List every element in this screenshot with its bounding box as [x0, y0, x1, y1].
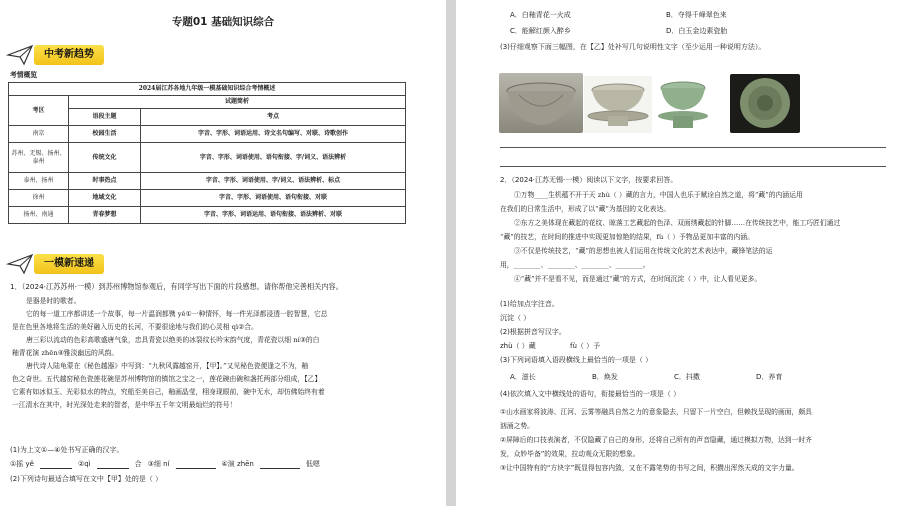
- option-b[interactable]: B．焕发: [592, 373, 618, 381]
- passage-line: 在我们的日常生活中，形成了以“藏”为基因的文化表达。: [500, 205, 671, 213]
- table-cell-points: 字音、字形、词语运用、诗文名句编写、对联、诗歌创作: [141, 126, 406, 143]
- q1-passage: [12, 297, 432, 414]
- table-row: [9, 190, 406, 207]
- table-cell-region: 泰州、扬州: [9, 173, 69, 190]
- answer-blank[interactable]: [97, 461, 129, 469]
- answer-line[interactable]: [500, 166, 886, 167]
- page-gap: [446, 0, 456, 506]
- table-row: [9, 143, 406, 173]
- table-row: [9, 126, 406, 143]
- passage-line: 是器是时的歌者。: [26, 297, 81, 305]
- passage-line: 釉青花演 zhēn④雅淡幽远的风韵。: [12, 349, 119, 357]
- table-cell-topic: 地域文化: [69, 190, 141, 207]
- passage-line: 是在色里各地将生活的美好融入历史的长河，不要很途地与我们的心灵相 qì②合。: [12, 323, 258, 331]
- option-c[interactable]: C．抖擞: [674, 373, 700, 381]
- answer-blank[interactable]: [40, 461, 72, 469]
- passage-line: ①万物____生机蕴不开于天 zhù（ ）藏的言力，中国人也乐于赋诠自然之道，将“藏”的内涵运用: [514, 191, 803, 199]
- q2-pinyin-1[interactable]: 沉淀（ ）: [500, 314, 531, 322]
- q1-sub3: (3)仔细观察下面三幅图，在【乙】处补写几句说明性文字（至少运用一种说明方法）。: [500, 43, 766, 51]
- bowl-image-3: [656, 76, 710, 133]
- fill-label: ②qì: [77, 460, 91, 468]
- passage-line: “藏”的技艺，在时间的推进中实现更加惊艳的结果，fù（ ）予物品更加丰富的内涵。: [500, 233, 754, 241]
- option-a[interactable]: A．白釉青花一火成: [510, 11, 571, 19]
- table-head-points: 考点: [141, 109, 406, 126]
- fill-tail: 低嗯: [305, 460, 320, 468]
- q2-sub4-passage: [500, 405, 892, 475]
- fill-label: ①摇 yě: [10, 460, 34, 468]
- passage-line: 它素有如冰似玉、光彩似水的特点，究船至美自己，釉画晶莹，栩身现眼前，碗中无水，却仿佛始终有着: [12, 388, 325, 396]
- table-cell-region: 南京: [9, 126, 69, 143]
- banner-trend-label: 中考新趋势: [34, 45, 104, 65]
- passage-line: 唐代诗人陆龟蒙在《秘色越器》中写到：“九秋风露越窑开，【甲】。”又见秘色瓷便逢之不为，釉: [26, 362, 309, 370]
- q1-sub1: (1)为上文①—④处书写正确的汉字。: [10, 446, 124, 454]
- passage-line: ②东方之美体现在藏起的花纹、晾落工艺藏起的色泽、双面绣藏起的针脚……在传统技艺中，能工巧匠们通过: [514, 219, 841, 227]
- table-row: [9, 173, 406, 190]
- fill-tail: 合: [134, 460, 142, 468]
- paper-plane-icon: [6, 43, 34, 67]
- passage-line: 一江清水在其中，时光深处走来的智者，是中华五千年文明最灿烂的符号！: [12, 401, 237, 409]
- option-c[interactable]: C．能解红颜入醉乡: [510, 27, 571, 35]
- fill-label: ④演 zhēn: [221, 460, 254, 468]
- answer-line[interactable]: [500, 147, 886, 148]
- page-title: 专题01 基础知识综合: [171, 16, 275, 28]
- banner-trend: [6, 45, 166, 65]
- passage-line: ②屏障后的口技表演者，不仅隐藏了自己的身形，还将自己所有的声音隐藏，通过模拟万物，达到一时齐: [500, 436, 812, 444]
- q2-passage: [500, 191, 890, 289]
- q2-sub2: (2)根据拼音写汉字。: [500, 328, 566, 336]
- table-caption: 2024届江苏各地九年级一模基础知识综合考情概述: [9, 83, 406, 96]
- table-head-topic: 语段主题: [69, 109, 141, 126]
- passage-line: 唐三彩以流动的色彩高歌盛唐气象，忠具青瓷以绝美的冰裂纹长吟宋韵气度，青花瓷以细 ní③的白: [26, 336, 320, 344]
- passage-line: ③不仅是传统技艺，“藏”的思想也被人们运用在传统文化的艺术表达中，藏锋笔法的运: [514, 247, 773, 255]
- option-a[interactable]: A．滋长: [510, 373, 536, 381]
- table-cell-points: 字音、字形、词语运用、语句衔接、语法辨析、对联: [141, 207, 406, 224]
- q2-sub4: (4)依次填入文中横线处的语句，衔接最恰当的一项是（ ）: [500, 390, 681, 398]
- passage-line: ①山水画家将波涛、江河、云雾等融具自然之力的意象隐去，只留下一片空白，但赖找呈现的画面，颇具: [500, 408, 812, 416]
- paper-plane-icon: [6, 252, 34, 276]
- q2-sub3: (3)下列词语填入语段横线上最恰当的一项是（ ）: [500, 356, 653, 364]
- option-b[interactable]: B．夺得千峰翠色来: [666, 11, 727, 19]
- table-cell-region: 苏州、无锡、扬州、泰州: [9, 143, 69, 173]
- table-cell-points: 字音、字形、词语使用、语句衔接、字/词义、语法辨析: [141, 143, 406, 173]
- q2-pinyin-2b[interactable]: fù（ ）予: [570, 342, 601, 350]
- q1-sub2: (2)下列诗句最适合填写在文中【甲】处的是（ ）: [10, 475, 163, 483]
- bowl-image-1: [499, 73, 583, 133]
- table-cell-topic: 传统文化: [69, 143, 141, 173]
- table-head-region: 考区: [9, 96, 69, 126]
- passage-line: 汹涌之势。: [500, 422, 534, 430]
- bowl-image-4: [730, 74, 800, 133]
- overview-label: 考情概览: [10, 71, 38, 79]
- table-cell-points: 字音、字形、词语使用、语句衔接、对联: [141, 190, 406, 207]
- left-page: [0, 0, 446, 506]
- table-cell-topic: 时事热点: [69, 173, 141, 190]
- q2-sub1: (1)给加点字注音。: [500, 300, 559, 308]
- overview-table: [8, 82, 406, 224]
- passage-line: ③让中国特有的“方块字”既显得包容内敛，又在不露笔势的书写之间，积攒出浑然天成的文字力量。: [500, 464, 799, 472]
- banner-new: [6, 254, 166, 274]
- q1-intro: 1．（2024·江苏苏州·一模）到苏州博物馆参观后，有同学写出下面的片段感想。请你帮他完善相关内容。: [10, 282, 343, 291]
- passage-line: 用，________、________、________、________。: [500, 261, 650, 269]
- table-cell-region: 徐州: [9, 190, 69, 207]
- fill-label: ③细 ní: [147, 460, 170, 468]
- bowl-image-2: [584, 76, 652, 133]
- q1-fill-row: [10, 460, 320, 469]
- table-head-analysis: 试题简析: [69, 96, 406, 109]
- passage-line: 色之奇世。五代越窑秘色瓷莲花碗是苏州博物馆的镇馆之宝之一，莲花碗由碗和盏托两部分组成，【乙】: [12, 375, 322, 383]
- table-cell-topic: 青春梦想: [69, 207, 141, 224]
- q2-pinyin-2a[interactable]: zhù（ ）藏: [500, 342, 536, 350]
- passage-line: 发，众妙毕备”的效果，拉动观众无限的想象。: [500, 450, 640, 458]
- passage-line: ④“藏”并不是看不见，而是通过“藏”的方式，在时间沉淀（ ）中，让人看见更多。: [514, 275, 762, 283]
- answer-blank[interactable]: [260, 461, 300, 469]
- right-page: [456, 0, 900, 506]
- q2-intro: 2．（2024·江苏无锡·一模）阅读以下文字，按要求回答。: [500, 176, 678, 184]
- answer-blank[interactable]: [176, 461, 216, 469]
- table-row: [9, 207, 406, 224]
- table-cell-points: 字音、字形、词语使用、字/词义、语法辨析、标点: [141, 173, 406, 190]
- banner-new-label: 一模新速递: [34, 254, 104, 274]
- option-d[interactable]: D．白玉金边素瓷胎: [666, 27, 728, 35]
- table-cell-topic: 校园生活: [69, 126, 141, 143]
- option-d[interactable]: D．养育: [756, 373, 783, 381]
- table-cell-region: 扬州、南通: [9, 207, 69, 224]
- passage-line: 它的每一道工序都讲述一个故事，每一片温润都镌 yě①一种情怀，每一件光泽都浸透一腔智慧，它总: [26, 310, 328, 318]
